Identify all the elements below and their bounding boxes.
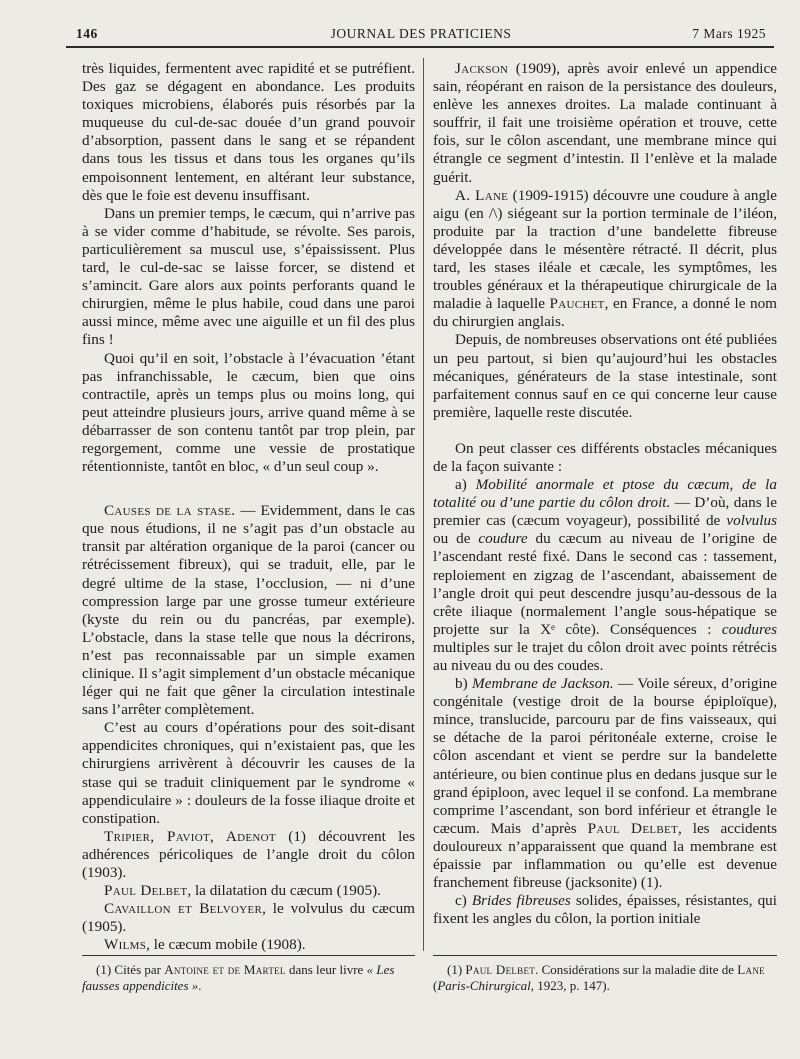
item-title: Brides fibreuses (471, 892, 571, 910)
footnote-rule (82, 955, 415, 956)
journal-name: Paris-Chirurgical (437, 978, 531, 993)
paragraph-text: multiples sur le trajet du côlon droit avec points rétrécis au niveau du ou des coudes. (433, 638, 777, 674)
item-label: a) (455, 476, 476, 494)
paragraph (82, 882, 415, 900)
footnote-left (82, 962, 415, 994)
paragraph-text: — D’où, dans le premier cas (cæcum voyageur), possibilité de (433, 494, 777, 530)
right-column (433, 60, 777, 928)
paragraph: Depuis, de nombreuses observations ont été publiées un peu partout, si bien qu’aujourd’hui les obstacles mécaniques, générateurs de la stase intestinale, sont parfaitement connus sauf en ce qui concerne leur cause première, laquelle reste discutée. (433, 331, 777, 421)
author-names: A. Lane (455, 186, 509, 204)
footnote-text: dans leur livre (285, 962, 367, 977)
paragraph-text: (1909), après avoir enlevé un appendice sain, réopérant en raison de la persistance des douleurs, enlève les annexes droites. La malade continuant à souffrir, il fait une troisième opération et trouve, cette fois, sur le côlon ascendant, une membrane mince qui étrangle ce segment d’intestin. Il l’enlève et la malade guérit. (433, 60, 777, 186)
section-heading: Causes de la stase. (104, 502, 236, 520)
author-names: Lane (737, 962, 765, 977)
author-names: Wilms (104, 936, 147, 954)
paragraph-text: , le cæcum mobile (1908). (146, 936, 306, 954)
issue-date: 7 Mars 1925 (692, 26, 766, 41)
author-names: Tripier, Paviot, Adenot (104, 827, 276, 845)
footnote (82, 962, 415, 994)
paragraph-text: , les accidents douloureux n’apparaissent que quand la membrane est épaissie par inflammation ou qu’elle est devenue franchement fibreuse (jacksonite) (1). (433, 819, 777, 892)
paragraph: On peut classer ces différents obstacles mécaniques de la façon suivante : (433, 439, 777, 475)
paragraph-text: — Evidemment, dans le cas que nous étudions, il ne s’agit pas d’un obstacle au transit par altération organique de la paroi (cancer ou rétrécissement fibreux), qui se traduit, elle, par le degré ultime de la stase, l’occlusion, — ni d’une compression large par une grosse tumeur extérieure (kyste du rein ou du pancréas, par exemple). L’obstacle, dans la stase telle que nous la décrirons, n’est pas reconnaissable par un simple examen clinique. Il s’agit simplement d’un obstacle mécanique léger qui ne fait que gêner la circulation intestinale sans l’arrêter complètement. (82, 502, 415, 719)
page-number: 146 (76, 26, 98, 41)
paragraph: Dans un premier temps, le cæcum, qui n’arrive pas à se vider comme d’habitude, se révolte. Ses parois, particulièrement sa muscul use, s’épaississent. Plus tard, le cul-de-sac se laisse forcer, se distend et s’amincit. Gare alors aux points perforants quand le chirurgien, même le plus habile, coud dans une paroi aussi mince, même avec une aiguille et un fil des plus fins ! (82, 204, 415, 349)
footnote (433, 962, 777, 994)
list-item-b (433, 675, 777, 892)
paragraph-text: , en France, a donné le nom du chirurgien anglais. (433, 295, 777, 331)
paragraph (82, 936, 415, 954)
item-title: Mobilité anormale et ptose du cæcum, de la totalité ou d’une partie du côlon droit. (433, 476, 777, 512)
author-names: Paul Delbet (465, 962, 536, 977)
author-names: Jackson (455, 60, 509, 77)
paragraph (82, 828, 415, 882)
list-item-c (433, 892, 777, 928)
left-column (82, 60, 415, 955)
paragraph-text: du cæcum au niveau de l’origine de l’ascendant resté fixé. Dans le second cas : tassement, reploiement en zigzag de l’ascendant, abaissement de l’angle droit qui peut descendre jusqu’au-dessous de la crête iliaque (normalement l’angle sous-hépatique se projette sur la Xᵉ côte). Conséquences : (433, 530, 777, 638)
paragraph-text: ou de (433, 530, 479, 548)
footnote-right (433, 962, 777, 994)
footnote-text: (1) Cités par (96, 962, 165, 977)
footnote-rule (433, 955, 777, 956)
paragraph-text: , le volvulus du cæcum (1905). (82, 900, 415, 936)
author-names: Pauchet (549, 295, 605, 313)
paragraph (82, 900, 415, 936)
paragraph (433, 187, 777, 332)
footnote-text: ( (433, 978, 438, 993)
header-rule (66, 46, 774, 48)
paragraph: très liquides, fermentent avec rapidité et se putréfient. Des gaz se dégagent en abondance. Les produits toxiques microbiens, élaborés puis résorbés par la muqueuse du cul-de-sac douée d’un grand pouvoir d’absorption, passent dans le sang et se répandent dans tous les tissus et dans tous les organes qu’ils empoisonnent lentement, en altérant leur substance, dès que le foie est devenu insuffisant. (82, 60, 415, 204)
italic-term: coudure (478, 530, 528, 548)
item-title: Membrane de Jackson. (472, 675, 614, 693)
item-label: c) (455, 892, 472, 910)
author-names: Paul Delbet (104, 882, 188, 900)
author-names: Antoine et de Martel (164, 962, 286, 977)
footnote-text: . Considérations sur la maladie dite de (535, 962, 738, 977)
journal-title: JOURNAL DES PRATICIENS (330, 26, 512, 41)
item-label: b) (455, 675, 473, 693)
author-names: Cavaillon et Belvoyer (104, 900, 263, 918)
paragraph: Quoi qu’il en soit, l’obstacle à l’évacuation ’étant pas infranchissable, le cæcum, bien que oins contractile, après un temps plus ou moins long, qui peut atteindre plusieurs jours, arrive quand même à se débarrasser de son contenu tantôt par trop plein, par regorgement, comme une vessie de prostatique rétentionniste, tantôt en bloc, « d’un seul coup ». (82, 349, 415, 476)
column-divider (423, 58, 424, 951)
paragraph-text: — Voile séreux, d’origine congénitale (vestige droit de la bourse épiploïque), mince, translucide, parcouru par de fins vaisseaux, qui se détache de la paroi péritonéale externe, croise le côlon ascendant et vient se perdre sur la bandelette antérieure, ou bien continue plus en dedans jusque sur le grand épiploon, avec lequel il se confond. La membrane comprime l’ascendant, son bord inférieur et étrangle le cæcum. Mais d’après (433, 675, 777, 837)
paragraph-text: , la dilatation du cæcum (1905). (187, 882, 381, 900)
italic-term: coudures (721, 620, 777, 638)
paragraph-text: (1) découvrent les adhérences péricoliques de l’angle droit du côlon (1903). (82, 827, 415, 882)
list-item-a (433, 476, 777, 675)
paragraph-causes (82, 502, 415, 719)
author-names: Paul Delbet (587, 819, 679, 837)
footnote-text: (1) (447, 962, 466, 977)
paragraph (433, 60, 777, 187)
footnote-text: , 1923, p. 147). (530, 978, 610, 993)
book-title: « Les fausses appendicites » (82, 962, 395, 993)
running-header (76, 26, 766, 46)
italic-term: volvulus (726, 512, 777, 530)
paragraph-text: solides, épaisses, résistantes, qui fixent les angles du côlon, la portion initiale (433, 892, 777, 928)
paragraph-text: (1909-1915) découvre une coudure à angle aigu (en /\) siégeant sur la portion terminale de l’iléon, produite par la traction d’une bandelette fibreuse développée dans le mésentère rétracté. Il décrit, plus tard, les stases iléale et cæcale, les symptômes, les troubles généraux et la thérapeutique chirurgicale de la maladie à laquelle (433, 186, 778, 313)
paragraph: C’est au cours d’opérations pour des soit-disant appendicites chroniques, qui n’existaient pas, que les chirurgiens arrivèrent à découvrir les causes de la stase qui se traduit cliniquement par le syndrome « appendiculaire » : douleurs de la fosse iliaque droite et constipation. (82, 719, 415, 827)
footnote-text: . (198, 978, 202, 993)
